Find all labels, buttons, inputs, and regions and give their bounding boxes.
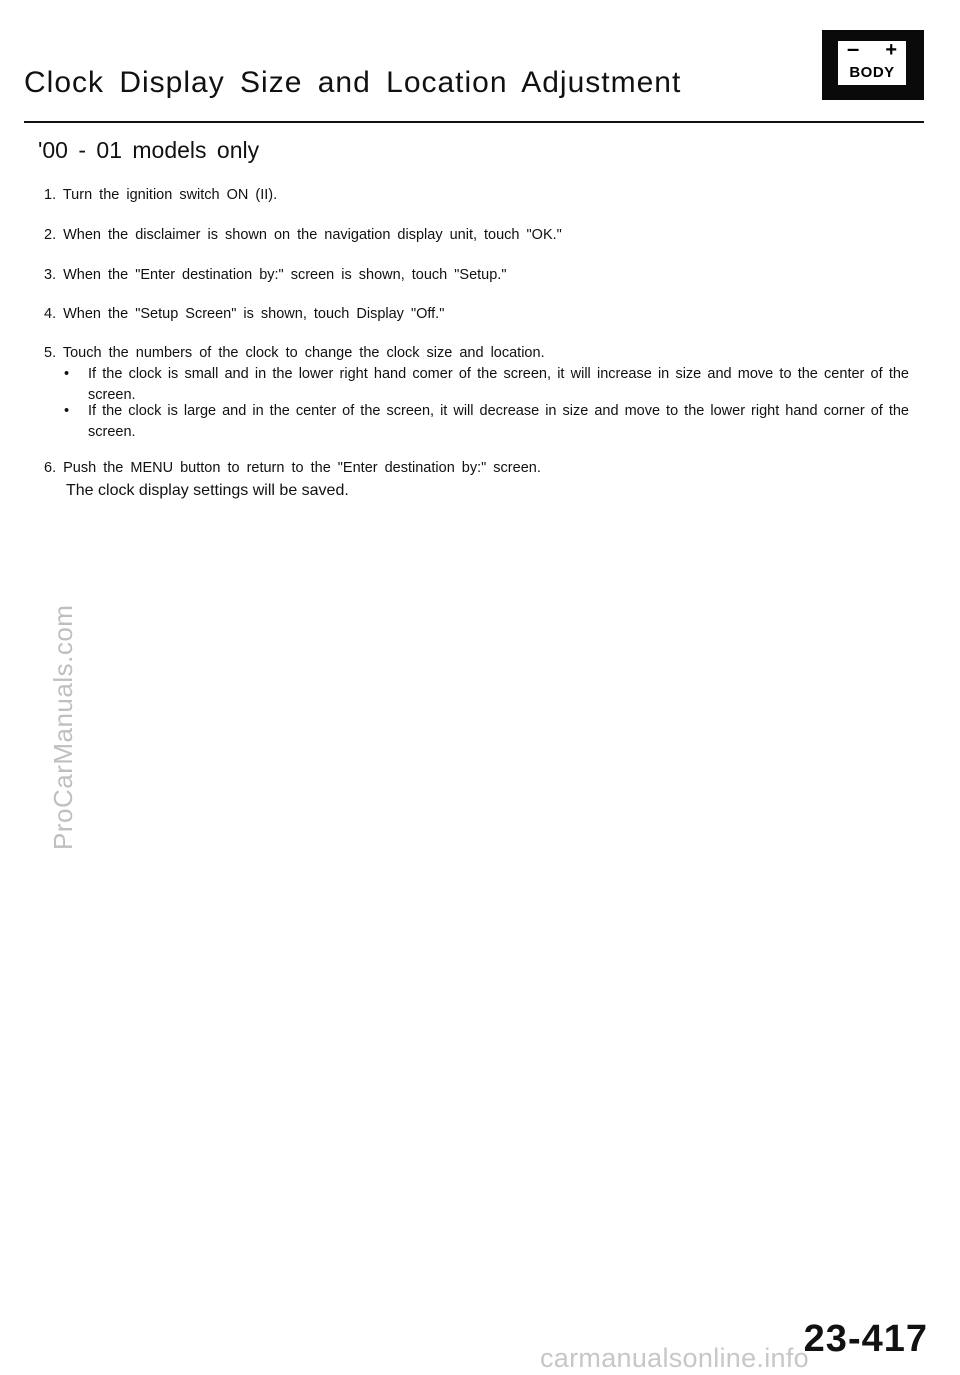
bottom-watermark: carmanualsonline.info (540, 1343, 809, 1373)
page-title: Clock Display Size and Location Adjustment (24, 66, 682, 99)
minus-terminal-icon: – (847, 36, 860, 61)
step-2: 2. When the disclaimer is shown on the navigation display unit, touch "OK." (44, 227, 562, 243)
bullet-text: If the clock is large and in the center of the screen, it will decrease in size and move to the lower right hand corner of the screen. (88, 403, 909, 440)
step-1: 1. Turn the ignition switch ON (II). (44, 187, 278, 203)
step-6: 6. Push the MENU button to return to the "Enter destination by:" screen. (44, 460, 541, 476)
step-4: 4. When the "Setup Screen" is shown, touch Display "Off." (44, 306, 445, 322)
page-number: 23-417 (803, 1318, 928, 1360)
step-3: 3. When the "Enter destination by:" screen is shown, touch "Setup." (44, 267, 507, 283)
side-watermark: ProCarManuals.com (48, 604, 78, 850)
bullet-dot-icon: • (64, 366, 70, 382)
battery-icon (836, 36, 908, 87)
header-divider (24, 121, 924, 123)
bullet-text: If the clock is small and in the lower right hand comer of the screen, it will increase in size and move to the center of the screen. (88, 366, 909, 403)
section-title: '00 - 01 models only (38, 137, 260, 163)
settings-saved-note: The clock display settings will be saved. (66, 482, 349, 499)
bullet-item-small-clock (64, 364, 909, 406)
bullet-dot-icon: • (64, 403, 70, 419)
plus-terminal-icon: + (885, 39, 897, 61)
bullet-item-large-clock (64, 401, 909, 443)
body-battery-badge (822, 30, 924, 100)
badge-label: BODY (849, 64, 895, 81)
step-5: 5. Touch the numbers of the clock to change the clock size and location. (44, 345, 545, 361)
